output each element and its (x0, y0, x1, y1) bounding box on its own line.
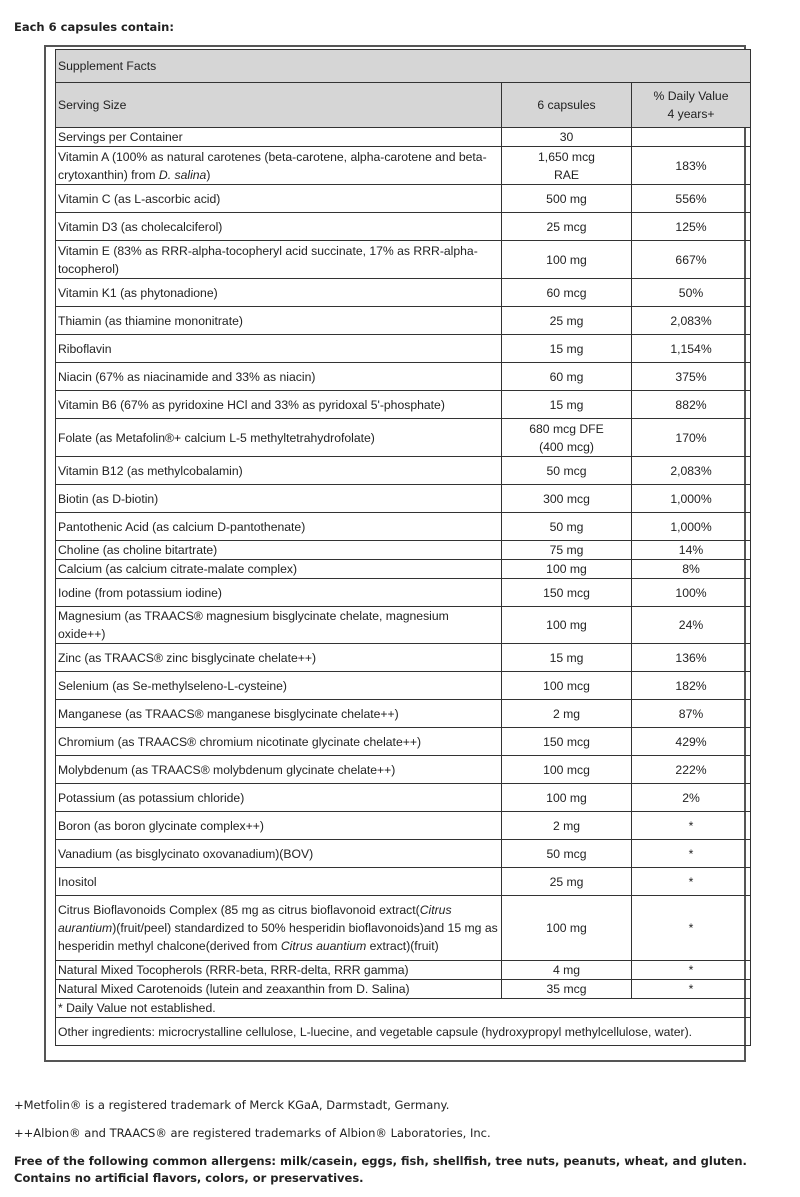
nutrient-name: Chromium (as TRAACS® chromium nicotinate glycinate chelate++) (56, 728, 502, 756)
nutrient-daily-value: 2% (632, 784, 751, 812)
nutrient-name: Molybdenum (as TRAACS® molybdenum glycinate chelate++) (56, 756, 502, 784)
supplement-facts-panel (44, 45, 746, 1062)
intro-heading: Each 6 capsules contain: (14, 20, 174, 34)
nutrient-daily-value: * (632, 840, 751, 868)
nutrient-daily-value: 14% (632, 541, 751, 560)
nutrient-name: Folate (as Metafolin®+ calcium L-5 methyltetrahydrofolate) (56, 419, 502, 457)
nutrient-amount: 500 mg (502, 185, 632, 213)
nutrient-daily-value: * (632, 896, 751, 961)
nutrient-amount: 100 mg (502, 241, 632, 279)
nutrient-amount: 100 mg (502, 896, 632, 961)
daily-value-note-row (56, 999, 751, 1018)
nutrient-daily-value: 183% (632, 147, 751, 185)
table-row (56, 213, 751, 241)
nutrient-amount: 50 mcg (502, 840, 632, 868)
nutrient-daily-value: 882% (632, 391, 751, 419)
nutrient-name: Servings per Container (56, 128, 502, 147)
nutrient-amount-line: (400 mcg) (539, 439, 594, 454)
nutrient-name: Vitamin B6 (67% as pyridoxine HCl and 33% as pyridoxal 5'-phosphate) (56, 391, 502, 419)
nutrient-name: Calcium (as calcium citrate-malate complex) (56, 560, 502, 579)
table-row (56, 513, 751, 541)
nutrient-name: Vitamin D3 (as cholecalciferol) (56, 213, 502, 241)
nutrient-name: Vitamin A (100% as natural carotenes (beta-carotene, alpha-carotene and beta-crytoxanthin) from D. salina) (56, 147, 502, 185)
nutrient-name: Potassium (as potassium chloride) (56, 784, 502, 812)
nutrient-name: Biotin (as D-biotin) (56, 485, 502, 513)
nutrient-amount: 50 mg (502, 513, 632, 541)
nutrient-amount: 100 mg (502, 607, 632, 644)
table-row (56, 896, 751, 961)
table-row (56, 541, 751, 560)
nutrient-amount: 2 mg (502, 812, 632, 840)
nutrient-amount: 15 mg (502, 391, 632, 419)
nutrient-daily-value: 1,154% (632, 335, 751, 363)
nutrient-name: Niacin (67% as niacinamide and 33% as niacin) (56, 363, 502, 391)
nutrient-name: Manganese (as TRAACS® manganese bisglycinate chelate++) (56, 700, 502, 728)
table-row (56, 128, 751, 147)
table-row (56, 961, 751, 980)
table-row (56, 560, 751, 579)
nutrient-amount (502, 147, 632, 185)
nutrient-amount: 25 mg (502, 307, 632, 335)
nutrient-amount: 100 mg (502, 560, 632, 579)
nutrient-amount: 300 mcg (502, 485, 632, 513)
table-row (56, 307, 751, 335)
table-row (56, 840, 751, 868)
nutrient-name: Vitamin B12 (as methylcobalamin) (56, 457, 502, 485)
nutrient-amount: 35 mcg (502, 980, 632, 999)
nutrient-daily-value: 1,000% (632, 485, 751, 513)
nutrient-daily-value: * (632, 868, 751, 896)
nutrient-name: Magnesium (as TRAACS® magnesium bisglycinate chelate, magnesium oxide++) (56, 607, 502, 644)
nutrient-name: Pantothenic Acid (as calcium D-pantothenate) (56, 513, 502, 541)
nutrient-daily-value: 1,000% (632, 513, 751, 541)
nutrient-daily-value: 375% (632, 363, 751, 391)
nutrient-daily-value: 222% (632, 756, 751, 784)
table-row (56, 279, 751, 307)
nutrient-amount-line: RAE (553, 167, 580, 182)
nutrient-name: Vitamin E (83% as RRR-alpha-tocopheryl acid succinate, 17% as RRR-alpha-tocopherol) (56, 241, 502, 279)
nutrient-daily-value: * (632, 961, 751, 980)
nutrient-daily-value: 24% (632, 607, 751, 644)
nutrient-amount: 25 mg (502, 868, 632, 896)
table-row (56, 241, 751, 279)
nutrient-daily-value: 100% (632, 579, 751, 607)
nutrient-daily-value: 125% (632, 213, 751, 241)
serving-size-row (56, 83, 751, 128)
other-ingredients: Other ingredients: microcrystalline cellulose, L-luecine, and vegetable capsule (hydroxypropyl methylcellulose, water). (56, 1018, 751, 1046)
table-row (56, 335, 751, 363)
nutrient-daily-value: * (632, 812, 751, 840)
table-row (56, 579, 751, 607)
metfolin-footnote: +Metfolin® is a registered trademark of Merck KGaA, Darmstadt, Germany. (14, 1098, 450, 1112)
table-row (56, 457, 751, 485)
nutrient-amount: 30 (502, 128, 632, 147)
table-row (56, 700, 751, 728)
table-row (56, 147, 751, 185)
nutrient-daily-value: 136% (632, 644, 751, 672)
nutrient-daily-value: 87% (632, 700, 751, 728)
nutrient-amount: 75 mg (502, 541, 632, 560)
table-row (56, 980, 751, 999)
daily-value-note: * Daily Value not established. (56, 999, 751, 1018)
table-row (56, 363, 751, 391)
nutrient-name: Choline (as choline bitartrate) (56, 541, 502, 560)
nutrient-daily-value (632, 128, 751, 147)
nutrient-name: Citrus Bioflavonoids Complex (85 mg as citrus bioflavonoid extract(Citrus aurantium)(fruit/peel) standardized to 50% hesperidin bioflavonoids)and 15 mg as hesperidin methyl chalcone(derived from Citrus auantium extract)(fruit) (56, 896, 502, 961)
serving-size-value: 6 capsules (502, 83, 632, 128)
nutrient-daily-value: 429% (632, 728, 751, 756)
table-row (56, 812, 751, 840)
daily-value-header-line1: % Daily Value (653, 89, 729, 103)
nutrient-daily-value: 556% (632, 185, 751, 213)
table-row (56, 728, 751, 756)
serving-size-label: Serving Size (56, 83, 502, 128)
nutrient-amount: 15 mg (502, 644, 632, 672)
nutrient-amount-line: 680 mcg DFE (529, 421, 604, 436)
daily-value-header (632, 83, 751, 128)
nutrient-amount: 100 mcg (502, 672, 632, 700)
table-row (56, 644, 751, 672)
table-row (56, 485, 751, 513)
nutrient-amount: 4 mg (502, 961, 632, 980)
nutrient-amount: 15 mg (502, 335, 632, 363)
nutrient-amount: 50 mcg (502, 457, 632, 485)
table-title-row (56, 50, 751, 83)
table-row (56, 868, 751, 896)
table-row (56, 391, 751, 419)
nutrient-name: Iodine (from potassium iodine) (56, 579, 502, 607)
nutrient-name: Natural Mixed Carotenoids (lutein and zeaxanthin from D. Salina) (56, 980, 502, 999)
nutrient-amount: 2 mg (502, 700, 632, 728)
table-row (56, 756, 751, 784)
supplement-facts-table (55, 49, 751, 1046)
nutrient-amount: 100 mcg (502, 756, 632, 784)
nutrient-daily-value: 2,083% (632, 457, 751, 485)
nutrient-name: Selenium (as Se-methylseleno-L-cysteine) (56, 672, 502, 700)
nutrient-daily-value: 170% (632, 419, 751, 457)
nutrient-amount: 60 mcg (502, 279, 632, 307)
table-row (56, 419, 751, 457)
nutrient-amount (502, 419, 632, 457)
nutrient-name: Zinc (as TRAACS® zinc bisglycinate chelate++) (56, 644, 502, 672)
nutrient-amount: 100 mg (502, 784, 632, 812)
table-row (56, 607, 751, 644)
nutrient-daily-value: 667% (632, 241, 751, 279)
nutrient-name: Inositol (56, 868, 502, 896)
nutrient-amount: 60 mg (502, 363, 632, 391)
nutrient-daily-value: * (632, 980, 751, 999)
nutrient-name: Natural Mixed Tocopherols (RRR-beta, RRR-delta, RRR gamma) (56, 961, 502, 980)
daily-value-header-line2: 4 years+ (667, 107, 715, 121)
nutrient-daily-value: 2,083% (632, 307, 751, 335)
albion-footnote: ++Albion® and TRAACS® are registered trademarks of Albion® Laboratories, Inc. (14, 1126, 491, 1140)
table-row (56, 672, 751, 700)
nutrient-name: Riboflavin (56, 335, 502, 363)
table-row (56, 784, 751, 812)
nutrient-amount: 25 mcg (502, 213, 632, 241)
nutrient-name: Vanadium (as bisglycinato oxovanadium)(BOV) (56, 840, 502, 868)
nutrient-name: Boron (as boron glycinate complex++) (56, 812, 502, 840)
allergen-statement: Free of the following common allergens: milk/casein, eggs, fish, shellfish, tree nuts, peanuts, wheat, and gluten. Contains no artificial flavors, colors, or preservatives. (14, 1154, 747, 1185)
nutrient-daily-value: 8% (632, 560, 751, 579)
table-row (56, 185, 751, 213)
nutrient-daily-value: 50% (632, 279, 751, 307)
nutrient-amount: 150 mcg (502, 728, 632, 756)
other-ingredients-row (56, 1018, 751, 1046)
nutrient-amount-line: 1,650 mcg (538, 149, 595, 164)
nutrient-amount: 150 mcg (502, 579, 632, 607)
nutrient-name: Thiamin (as thiamine mononitrate) (56, 307, 502, 335)
nutrient-name: Vitamin K1 (as phytonadione) (56, 279, 502, 307)
nutrient-name: Vitamin C (as L-ascorbic acid) (56, 185, 502, 213)
nutrient-daily-value: 182% (632, 672, 751, 700)
table-title: Supplement Facts (56, 50, 751, 83)
